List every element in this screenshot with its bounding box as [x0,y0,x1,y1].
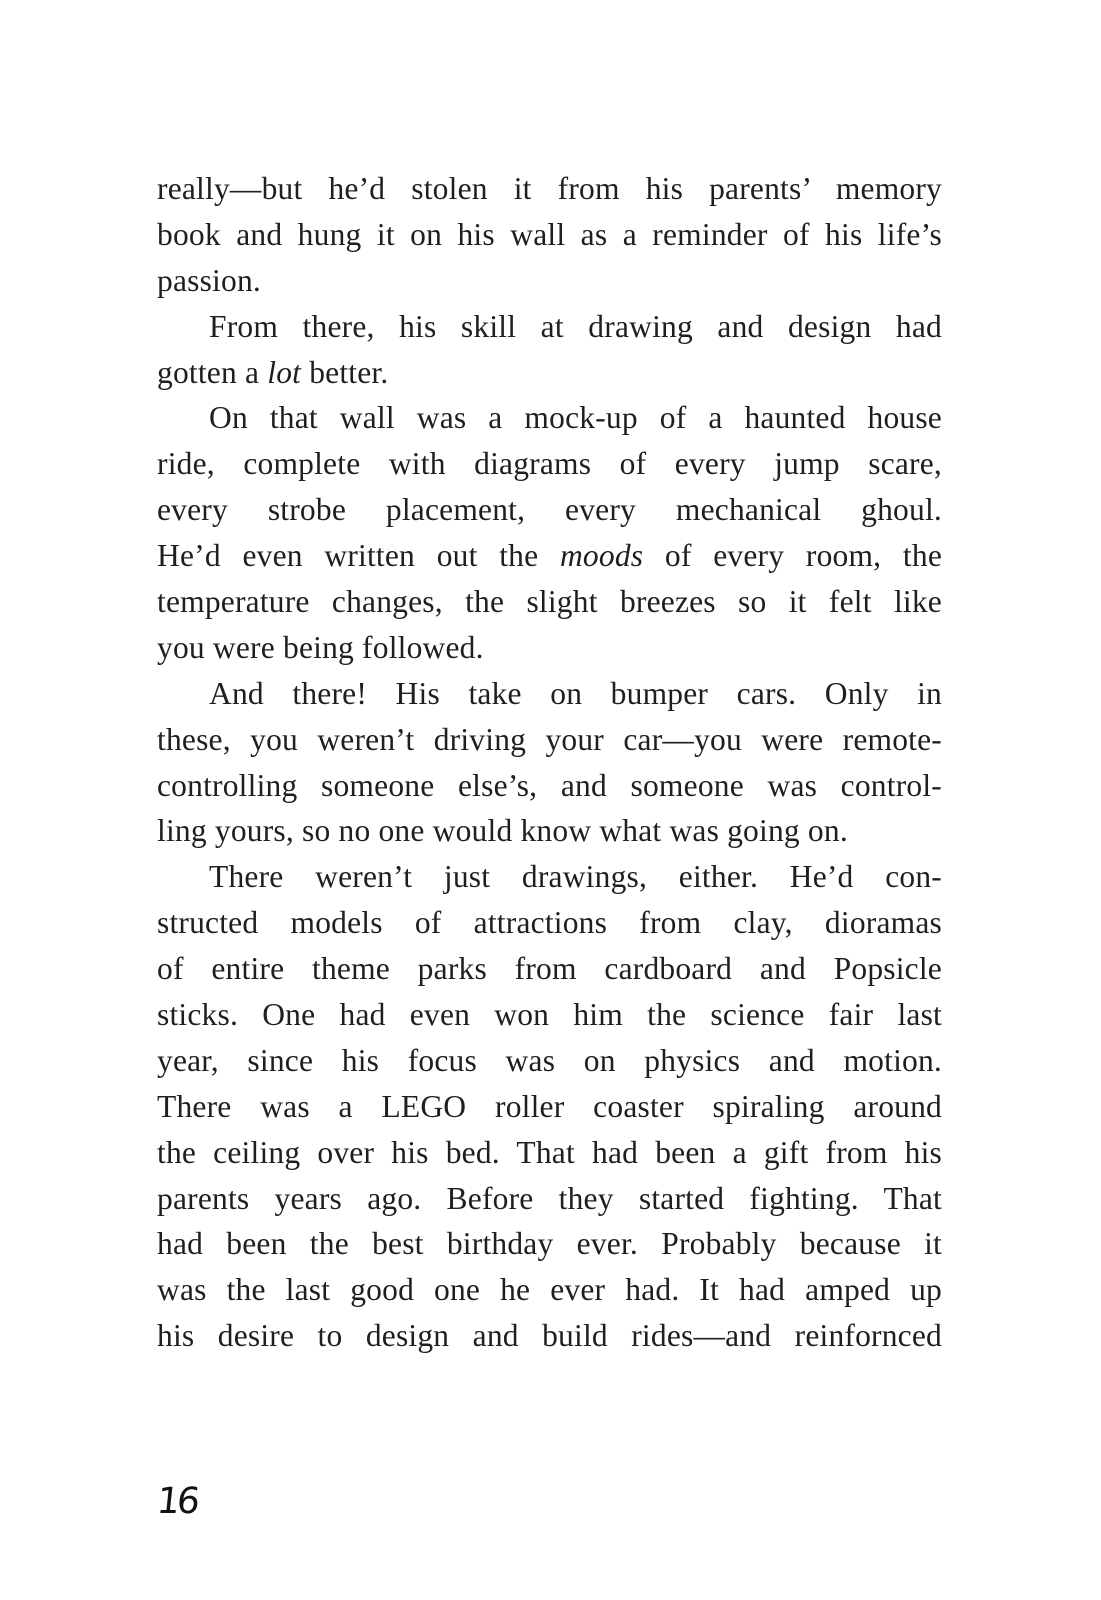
text-run: sticks. One had even won him the science fair last [157,997,942,1033]
text-run: year, since his focus was on physics and motion. [157,1042,942,1078]
text-run: temperature changes, the slight breezes so it felt like [157,584,942,620]
text-run: There weren’t just drawings, either. He’d con- [209,859,942,895]
text-line [157,717,942,763]
text-run: better. [301,354,389,390]
text-line [157,212,942,258]
text-line [157,579,942,625]
text-run: you were being followed. [157,629,484,665]
text-run: parents years ago. Before they started fighting. That [157,1180,942,1216]
text-line [157,625,942,671]
text-run: On that wall was a mock-up of a haunted house [209,400,942,436]
text-run: passion. [157,262,261,298]
text-line [157,487,942,533]
text-line [157,808,942,854]
text-line [157,304,942,350]
text-line [157,1176,942,1222]
text-run: really—but he’d stolen it from his parents’ memory [157,171,942,206]
text-run: structed models of attractions from clay, dioramas [157,905,942,941]
text-line [157,1313,942,1359]
text-line [157,166,942,212]
text-run: He’d even written out the [157,538,560,574]
text-line [157,395,942,441]
text-run: had been the best birthday ever. Probably because it [157,1226,942,1262]
text-line [157,1084,942,1130]
text-line [157,992,942,1038]
text-run: book and hung it on his wall as a reminder of his life’s [157,216,942,252]
text-run: of entire theme parks from cardboard and Popsicle [157,951,942,987]
text-run: ride, complete with diagrams of every jump scare, [157,446,942,482]
text-run: of every room, the [643,538,943,574]
body-text [157,166,942,1359]
page-number: 16 [154,1481,200,1522]
text-line [157,350,942,396]
text-line [157,900,942,946]
text-run: There was a LEGO roller coaster spiraling around [157,1088,942,1124]
text-line [157,671,942,717]
text-line [157,1130,942,1176]
text-run: From there, his skill at drawing and design had [209,308,942,344]
text-line [157,258,942,304]
text-run: every strobe placement, every mechanical ghoul. [157,492,942,528]
text-line [157,1221,942,1267]
text-line [157,1038,942,1084]
text-line [157,1267,942,1313]
text-line [157,441,942,487]
text-line [157,854,942,900]
italic-text: lot [267,354,302,390]
text-line [157,763,942,809]
text-run: controlling someone else’s, and someone was control- [157,767,942,803]
text-line [157,946,942,992]
text-run: these, you weren’t driving your car—you were remote- [157,721,942,757]
text-run: was the last good one he ever had. It had amped up [157,1272,942,1308]
text-run: gotten a [157,354,268,390]
text-run: And there! His take on bumper cars. Only in [209,675,942,711]
text-run: his desire to design and build rides—and reinfornced [157,1318,942,1354]
text-run: ling yours, so no one would know what was going on. [157,813,848,849]
text-run: the ceiling over his bed. That had been a gift from his [157,1134,942,1170]
italic-text: moods [559,538,644,574]
text-line [157,533,942,579]
